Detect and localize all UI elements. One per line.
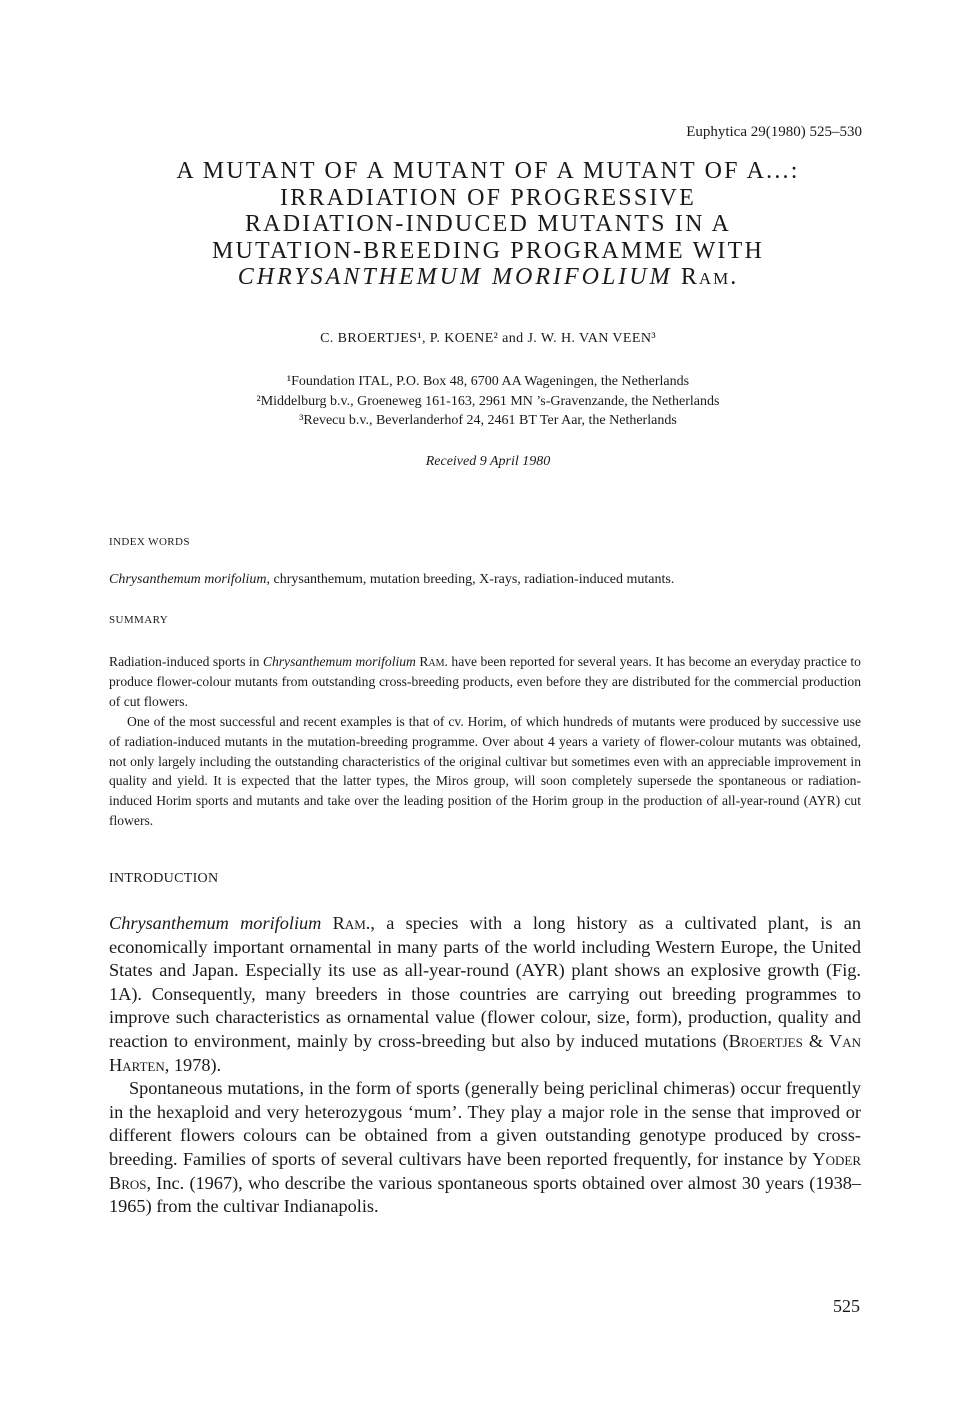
intro-p1-ampersand: & bbox=[802, 1030, 830, 1051]
intro-p1-species: Chrysanthemum morifolium bbox=[109, 913, 322, 933]
index-words-species: Chrysanthemum morifolium bbox=[109, 572, 267, 587]
intro-p1-citation-2: Van Harten bbox=[109, 1030, 861, 1075]
received-date: Received 9 April 1980 bbox=[425, 454, 551, 469]
summary-p1-species: Chrysanthemum morifolium bbox=[262, 654, 416, 669]
affiliation-2: ²Middelburg b.v., Groeneweg 161-163, 2961 MN ’s-Gravenzande, the Netherlands bbox=[256, 393, 720, 409]
paper-title bbox=[100, 158, 876, 291]
summary-p1-end: have been reported for several years. It has become an everyday practice to produce flower-colour mutants from outstanding cross-breeding products, even before they are distributed for the commercial production of cut flowers. bbox=[109, 654, 861, 709]
index-words-heading: INDEX WORDS bbox=[109, 536, 190, 548]
affiliation-3: ³Revecu b.v., Beverlanderhof 24, 2461 BT Ter Aar, the Netherlands bbox=[299, 413, 677, 428]
title-authority: Ram. bbox=[680, 264, 739, 290]
intro-p2-citation: Yoder Bros bbox=[109, 1148, 861, 1193]
title-line-4: MUTATION-BREEDING PROGRAMME WITH bbox=[211, 237, 765, 264]
summary-p1-authority: Ram. bbox=[419, 654, 448, 669]
summary bbox=[109, 652, 861, 831]
intro-p1-end: , 1978). bbox=[164, 1054, 222, 1075]
title-line-1: A MUTANT OF A MUTANT OF A MUTANT OF A...: bbox=[176, 158, 800, 184]
index-words bbox=[109, 572, 869, 588]
intro-p2-end: , Inc. (1967), who describe the various spontaneous sports obtained over almost 30 years (1938–1965) from the cultivar Indianapolis. bbox=[109, 1172, 861, 1217]
journal-reference: Euphytica 29(1980) 525–530 bbox=[686, 124, 862, 140]
intro-p1-text: , a species with a long history as a cultivated plant, is an economically important ornamental in many parts of the world including Western Europe, the United States and Japan. Especially its use as all-year-round (AYR) plant shows an explosive growth (Fig. 1A). Consequently, many breeders in those countries are carrying out breeding programmes to improve such characteristics as ornamental value (flower colour, size, form), production, quality and reaction to environment, mainly by cross-breeding but also by induced mutations ( bbox=[109, 913, 861, 1051]
index-words-rest: , chrysanthemum, mutation breeding, X-rays, radiation-induced mutants. bbox=[266, 572, 675, 587]
page-number: 525 bbox=[833, 1296, 860, 1316]
affiliations bbox=[0, 372, 976, 431]
summary-paragraph-2: One of the most successful and recent examples is that of cv. Horim, of which hundreds of mutants were produced by successive use of radiation-induced mutants in the mutation-breeding programme. Over about 4 years a variety of flower-colour mutants was obtained, not only largely including the outstanding characteristics of the original cultivar but sometimes even with an appreciable improvement in quality and yield. It is expected that the latter types, the Miros group, will soon completely supersede the spontaneous or radiation-induced Horim sports and mutants and take over the leading position of the Horim group in the production of all-year-round (AYR) cut flowers. bbox=[109, 713, 861, 829]
introduction-paragraph-2 bbox=[109, 1077, 861, 1219]
intro-p2-text: Spontaneous mutations, in the form of sports (generally being periclinal chimeras) occur frequently in the hexaploid and very heterozygous ‘mum’. They play a major role in the sense that improved or different flowers colours can be obtained from a given outstanding genotype produced by cross-breeding. Families of sports of several cultivars have been reported frequently, for instance by bbox=[109, 1078, 861, 1169]
summary-p1-start: Radiation-induced sports in bbox=[109, 654, 263, 669]
intro-p1-citation-1: Broertjes bbox=[728, 1030, 803, 1051]
title-line-2: IRRADIATION OF PROGRESSIVE bbox=[280, 184, 696, 211]
introduction-paragraph-1 bbox=[109, 912, 861, 1077]
author-list: C. BROERTJES¹, P. KOENE² and J. W. H. VAN VEEN³ bbox=[320, 331, 656, 346]
summary-heading: SUMMARY bbox=[109, 614, 169, 626]
introduction-heading: INTRODUCTION bbox=[109, 871, 219, 886]
summary-paragraph-1 bbox=[109, 652, 861, 712]
intro-p1-authority: Ram. bbox=[332, 913, 371, 933]
title-line-5 bbox=[100, 264, 876, 291]
affiliation-1: ¹Foundation ITAL, P.O. Box 48, 6700 AA Wageningen, the Netherlands bbox=[286, 374, 690, 389]
title-species: CHRYSANTHEMUM MORIFOLIUM bbox=[237, 264, 673, 290]
title-line-3: RADIATION-INDUCED MUTANTS IN A bbox=[244, 211, 732, 237]
introduction bbox=[109, 912, 861, 1219]
